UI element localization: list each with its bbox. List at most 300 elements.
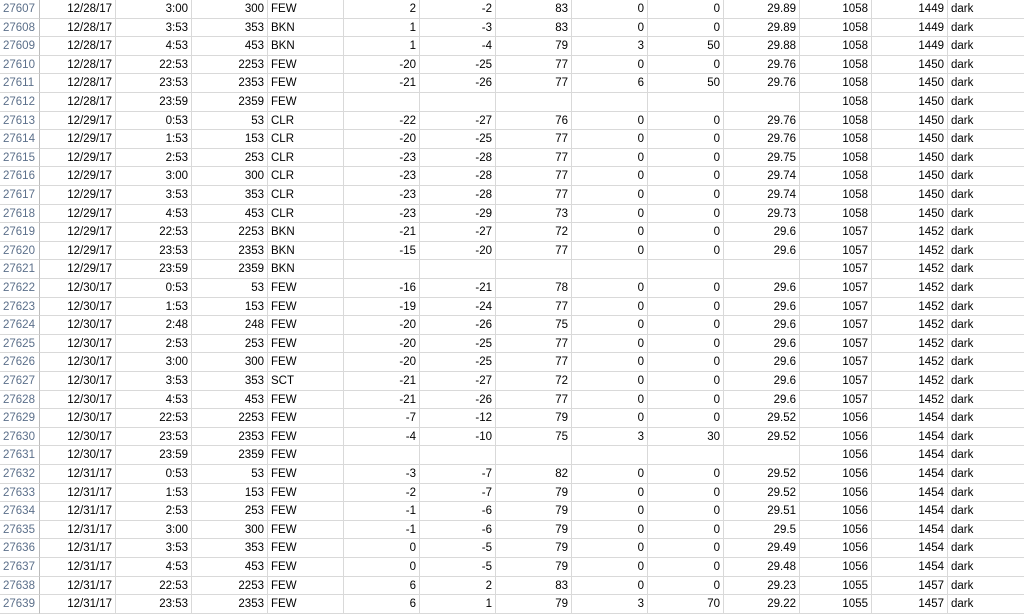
cell-wind-a[interactable]: 0 [572,502,648,521]
cell-pressure[interactable]: 29.6 [724,391,800,410]
cell-sky-condition[interactable]: FEW [268,428,344,447]
row-header[interactable]: 27636 [0,539,40,558]
cell-pressure[interactable]: 29.48 [724,558,800,577]
cell-wind-a[interactable]: 3 [572,37,648,56]
cell-humidity[interactable] [496,260,572,279]
cell-temperature[interactable]: -4 [344,428,420,447]
cell-day-length[interactable]: 1056 [800,465,872,484]
cell-wind-b[interactable]: 0 [648,298,724,317]
cell-pressure[interactable] [724,446,800,465]
cell-date[interactable]: 12/28/17 [40,19,116,38]
cell-dewpoint[interactable]: -25 [420,130,496,149]
cell-time-code[interactable]: 153 [192,298,268,317]
cell-day-length[interactable]: 1055 [800,595,872,614]
cell-sky-condition[interactable]: FEW [268,93,344,112]
cell-pressure[interactable]: 29.76 [724,112,800,131]
cell-wind-a[interactable] [572,260,648,279]
cell-sky-condition[interactable]: BKN [268,37,344,56]
row-header[interactable]: 27611 [0,74,40,93]
cell-humidity[interactable]: 78 [496,279,572,298]
cell-humidity[interactable] [496,93,572,112]
cell-sky-condition[interactable]: FEW [268,56,344,75]
cell-day-length[interactable]: 1058 [800,93,872,112]
cell-sky-condition[interactable]: FEW [268,0,344,19]
cell-time-code[interactable]: 153 [192,484,268,503]
cell-time[interactable]: 3:00 [116,0,192,19]
cell-wind-a[interactable]: 0 [572,19,648,38]
cell-humidity[interactable]: 77 [496,391,572,410]
row-header[interactable]: 27639 [0,595,40,614]
cell-time[interactable]: 23:59 [116,260,192,279]
cell-time[interactable]: 3:00 [116,167,192,186]
cell-time[interactable]: 22:53 [116,223,192,242]
cell-wind-b[interactable]: 0 [648,19,724,38]
cell-day-length[interactable]: 1058 [800,19,872,38]
cell-day-length[interactable]: 1058 [800,74,872,93]
cell-humidity[interactable]: 77 [496,56,572,75]
cell-time[interactable]: 23:59 [116,446,192,465]
cell-humidity[interactable]: 82 [496,465,572,484]
cell-time-code[interactable]: 300 [192,353,268,372]
cell-date[interactable]: 12/30/17 [40,298,116,317]
cell-temperature[interactable]: -1 [344,502,420,521]
cell-date[interactable]: 12/30/17 [40,279,116,298]
cell-dewpoint[interactable]: -26 [420,74,496,93]
cell-day-length[interactable]: 1056 [800,502,872,521]
cell-day-length[interactable]: 1056 [800,409,872,428]
cell-sun-time[interactable]: 1450 [872,93,948,112]
cell-humidity[interactable]: 79 [496,484,572,503]
cell-time[interactable]: 23:59 [116,93,192,112]
cell-wind-b[interactable]: 0 [648,167,724,186]
cell-pressure[interactable]: 29.22 [724,595,800,614]
cell-humidity[interactable]: 79 [496,37,572,56]
cell-pressure[interactable]: 29.52 [724,484,800,503]
cell-light[interactable]: dark [948,353,1024,372]
cell-temperature[interactable]: -21 [344,391,420,410]
cell-sky-condition[interactable]: FEW [268,502,344,521]
cell-day-length[interactable]: 1056 [800,521,872,540]
cell-sky-condition[interactable]: FEW [268,595,344,614]
cell-date[interactable]: 12/29/17 [40,223,116,242]
cell-temperature[interactable] [344,93,420,112]
cell-pressure[interactable]: 29.89 [724,19,800,38]
cell-dewpoint[interactable]: -6 [420,521,496,540]
cell-humidity[interactable]: 77 [496,298,572,317]
cell-light[interactable]: dark [948,502,1024,521]
cell-dewpoint[interactable]: -25 [420,56,496,75]
cell-wind-b[interactable]: 0 [648,112,724,131]
cell-time-code[interactable]: 2253 [192,223,268,242]
cell-date[interactable]: 12/29/17 [40,149,116,168]
cell-sun-time[interactable]: 1450 [872,74,948,93]
cell-pressure[interactable]: 29.52 [724,409,800,428]
cell-sun-time[interactable]: 1454 [872,521,948,540]
cell-wind-b[interactable]: 0 [648,577,724,596]
cell-sky-condition[interactable]: FEW [268,353,344,372]
cell-humidity[interactable]: 79 [496,409,572,428]
cell-time[interactable]: 0:53 [116,112,192,131]
cell-sky-condition[interactable]: CLR [268,205,344,224]
cell-day-length[interactable]: 1056 [800,484,872,503]
cell-day-length[interactable]: 1057 [800,353,872,372]
cell-humidity[interactable]: 77 [496,149,572,168]
cell-sun-time[interactable]: 1454 [872,465,948,484]
cell-time-code[interactable]: 153 [192,130,268,149]
cell-light[interactable]: dark [948,409,1024,428]
cell-humidity[interactable]: 83 [496,0,572,19]
cell-humidity[interactable]: 77 [496,167,572,186]
cell-sky-condition[interactable]: FEW [268,465,344,484]
cell-time[interactable]: 2:48 [116,316,192,335]
cell-sun-time[interactable]: 1452 [872,372,948,391]
cell-sun-time[interactable]: 1449 [872,19,948,38]
cell-wind-a[interactable] [572,446,648,465]
cell-wind-b[interactable]: 30 [648,428,724,447]
cell-time-code[interactable]: 2253 [192,56,268,75]
cell-dewpoint[interactable]: -28 [420,186,496,205]
cell-sun-time[interactable]: 1454 [872,484,948,503]
cell-pressure[interactable] [724,260,800,279]
cell-time[interactable]: 23:53 [116,242,192,261]
cell-date[interactable]: 12/29/17 [40,186,116,205]
row-header[interactable]: 27609 [0,37,40,56]
cell-dewpoint[interactable]: -27 [420,372,496,391]
cell-wind-b[interactable]: 0 [648,521,724,540]
cell-date[interactable]: 12/30/17 [40,335,116,354]
cell-dewpoint[interactable] [420,260,496,279]
cell-date[interactable]: 12/29/17 [40,260,116,279]
row-header[interactable]: 27630 [0,428,40,447]
cell-sun-time[interactable]: 1457 [872,595,948,614]
cell-wind-a[interactable]: 0 [572,0,648,19]
cell-wind-a[interactable]: 0 [572,391,648,410]
cell-time-code[interactable]: 2353 [192,595,268,614]
cell-pressure[interactable]: 29.51 [724,502,800,521]
cell-sky-condition[interactable]: FEW [268,521,344,540]
cell-humidity[interactable]: 83 [496,577,572,596]
row-header[interactable]: 27628 [0,391,40,410]
cell-light[interactable]: dark [948,149,1024,168]
cell-pressure[interactable]: 29.6 [724,372,800,391]
row-header[interactable]: 27612 [0,93,40,112]
cell-dewpoint[interactable]: -10 [420,428,496,447]
cell-wind-a[interactable]: 0 [572,112,648,131]
cell-time[interactable]: 3:53 [116,19,192,38]
cell-time[interactable]: 23:53 [116,595,192,614]
cell-sky-condition[interactable]: BKN [268,223,344,242]
cell-wind-b[interactable]: 0 [648,335,724,354]
cell-wind-b[interactable]: 0 [648,484,724,503]
cell-time-code[interactable]: 2253 [192,577,268,596]
cell-temperature[interactable]: 0 [344,558,420,577]
cell-time[interactable]: 23:53 [116,74,192,93]
cell-sun-time[interactable]: 1452 [872,335,948,354]
cell-humidity[interactable]: 72 [496,372,572,391]
cell-time[interactable]: 3:53 [116,539,192,558]
cell-sky-condition[interactable]: FEW [268,577,344,596]
cell-pressure[interactable]: 29.52 [724,428,800,447]
cell-light[interactable]: dark [948,465,1024,484]
cell-time-code[interactable]: 2359 [192,446,268,465]
cell-date[interactable]: 12/29/17 [40,112,116,131]
cell-temperature[interactable]: -1 [344,521,420,540]
cell-humidity[interactable]: 79 [496,502,572,521]
cell-sky-condition[interactable]: CLR [268,186,344,205]
cell-temperature[interactable]: 1 [344,19,420,38]
cell-sun-time[interactable]: 1457 [872,577,948,596]
row-header[interactable]: 27614 [0,130,40,149]
cell-sun-time[interactable]: 1450 [872,56,948,75]
cell-temperature[interactable]: -2 [344,484,420,503]
cell-wind-a[interactable]: 0 [572,242,648,261]
cell-light[interactable]: dark [948,391,1024,410]
row-header[interactable]: 27624 [0,316,40,335]
cell-temperature[interactable]: -20 [344,316,420,335]
cell-dewpoint[interactable]: -4 [420,37,496,56]
cell-sun-time[interactable]: 1452 [872,242,948,261]
cell-sun-time[interactable]: 1454 [872,446,948,465]
cell-sky-condition[interactable]: FEW [268,279,344,298]
cell-pressure[interactable]: 29.6 [724,298,800,317]
cell-pressure[interactable]: 29.5 [724,521,800,540]
cell-time-code[interactable]: 53 [192,112,268,131]
cell-day-length[interactable]: 1057 [800,372,872,391]
cell-time-code[interactable]: 253 [192,149,268,168]
cell-time[interactable]: 22:53 [116,409,192,428]
cell-time-code[interactable]: 300 [192,521,268,540]
cell-temperature[interactable]: -16 [344,279,420,298]
cell-wind-b[interactable] [648,446,724,465]
row-header[interactable]: 27626 [0,353,40,372]
cell-humidity[interactable]: 79 [496,521,572,540]
cell-temperature[interactable]: -20 [344,353,420,372]
cell-time[interactable]: 22:53 [116,577,192,596]
cell-dewpoint[interactable]: -3 [420,19,496,38]
cell-day-length[interactable]: 1056 [800,539,872,558]
cell-sun-time[interactable]: 1449 [872,37,948,56]
cell-dewpoint[interactable]: -5 [420,539,496,558]
cell-dewpoint[interactable]: -5 [420,558,496,577]
cell-dewpoint[interactable]: -20 [420,242,496,261]
cell-wind-a[interactable]: 0 [572,298,648,317]
cell-day-length[interactable]: 1057 [800,316,872,335]
cell-time-code[interactable]: 300 [192,0,268,19]
cell-temperature[interactable]: -20 [344,335,420,354]
cell-sun-time[interactable]: 1452 [872,279,948,298]
cell-time[interactable]: 3:53 [116,372,192,391]
row-header[interactable]: 27633 [0,484,40,503]
cell-temperature[interactable]: 2 [344,0,420,19]
cell-light[interactable]: dark [948,93,1024,112]
cell-humidity[interactable]: 77 [496,242,572,261]
cell-date[interactable]: 12/30/17 [40,428,116,447]
cell-light[interactable]: dark [948,335,1024,354]
cell-date[interactable]: 12/30/17 [40,316,116,335]
cell-humidity[interactable]: 77 [496,130,572,149]
cell-temperature[interactable]: -3 [344,465,420,484]
cell-date[interactable]: 12/28/17 [40,0,116,19]
cell-sky-condition[interactable]: FEW [268,298,344,317]
cell-time-code[interactable]: 300 [192,167,268,186]
cell-time-code[interactable]: 453 [192,37,268,56]
cell-dewpoint[interactable]: -27 [420,112,496,131]
row-header[interactable]: 27613 [0,112,40,131]
cell-humidity[interactable]: 75 [496,316,572,335]
cell-temperature[interactable]: -22 [344,112,420,131]
cell-time[interactable]: 4:53 [116,391,192,410]
cell-temperature[interactable]: -21 [344,74,420,93]
cell-pressure[interactable]: 29.76 [724,74,800,93]
cell-time[interactable]: 1:53 [116,484,192,503]
cell-temperature[interactable] [344,446,420,465]
cell-date[interactable]: 12/31/17 [40,502,116,521]
cell-dewpoint[interactable]: -26 [420,316,496,335]
cell-sun-time[interactable]: 1452 [872,391,948,410]
cell-time-code[interactable]: 353 [192,372,268,391]
cell-light[interactable]: dark [948,74,1024,93]
row-header[interactable]: 27608 [0,19,40,38]
cell-humidity[interactable]: 75 [496,428,572,447]
cell-time-code[interactable]: 2353 [192,242,268,261]
cell-time[interactable]: 4:53 [116,205,192,224]
cell-wind-a[interactable]: 0 [572,484,648,503]
cell-date[interactable]: 12/29/17 [40,167,116,186]
cell-time[interactable]: 3:53 [116,186,192,205]
cell-light[interactable]: dark [948,19,1024,38]
row-header[interactable]: 27632 [0,465,40,484]
cell-date[interactable]: 12/31/17 [40,539,116,558]
cell-time[interactable]: 3:00 [116,521,192,540]
row-header[interactable]: 27629 [0,409,40,428]
cell-temperature[interactable]: 1 [344,37,420,56]
cell-dewpoint[interactable]: -21 [420,279,496,298]
cell-time-code[interactable]: 2353 [192,74,268,93]
cell-wind-b[interactable]: 0 [648,539,724,558]
cell-light[interactable]: dark [948,521,1024,540]
cell-date[interactable]: 12/28/17 [40,93,116,112]
cell-time-code[interactable]: 53 [192,279,268,298]
cell-temperature[interactable]: -23 [344,205,420,224]
cell-sun-time[interactable]: 1450 [872,186,948,205]
row-header[interactable]: 27619 [0,223,40,242]
cell-temperature[interactable]: 0 [344,539,420,558]
row-header[interactable]: 27620 [0,242,40,261]
cell-date[interactable]: 12/30/17 [40,372,116,391]
cell-temperature[interactable]: -7 [344,409,420,428]
cell-time[interactable]: 23:53 [116,428,192,447]
cell-pressure[interactable]: 29.88 [724,37,800,56]
cell-light[interactable]: dark [948,242,1024,261]
cell-wind-a[interactable]: 0 [572,167,648,186]
cell-dewpoint[interactable]: -28 [420,167,496,186]
cell-pressure[interactable]: 29.23 [724,577,800,596]
cell-wind-a[interactable]: 0 [572,577,648,596]
cell-sun-time[interactable]: 1452 [872,316,948,335]
cell-light[interactable]: dark [948,186,1024,205]
row-header[interactable]: 27623 [0,298,40,317]
cell-time-code[interactable]: 453 [192,391,268,410]
row-header[interactable]: 27627 [0,372,40,391]
cell-dewpoint[interactable]: -25 [420,353,496,372]
cell-wind-b[interactable]: 0 [648,391,724,410]
cell-day-length[interactable]: 1057 [800,223,872,242]
cell-pressure[interactable]: 29.76 [724,56,800,75]
cell-pressure[interactable]: 29.73 [724,205,800,224]
cell-dewpoint[interactable]: 2 [420,577,496,596]
cell-day-length[interactable]: 1057 [800,391,872,410]
cell-wind-a[interactable]: 3 [572,595,648,614]
cell-dewpoint[interactable]: -27 [420,223,496,242]
cell-time[interactable]: 2:53 [116,149,192,168]
cell-time-code[interactable]: 353 [192,186,268,205]
cell-humidity[interactable]: 72 [496,223,572,242]
cell-time[interactable]: 2:53 [116,502,192,521]
cell-wind-b[interactable]: 70 [648,595,724,614]
cell-day-length[interactable]: 1057 [800,242,872,261]
cell-light[interactable]: dark [948,298,1024,317]
cell-light[interactable]: dark [948,167,1024,186]
cell-wind-a[interactable] [572,93,648,112]
cell-pressure[interactable]: 29.6 [724,353,800,372]
cell-day-length[interactable]: 1057 [800,260,872,279]
cell-sky-condition[interactable]: BKN [268,242,344,261]
cell-sky-condition[interactable]: FEW [268,74,344,93]
cell-day-length[interactable]: 1057 [800,279,872,298]
cell-wind-a[interactable]: 0 [572,56,648,75]
cell-light[interactable]: dark [948,37,1024,56]
cell-wind-b[interactable]: 0 [648,316,724,335]
cell-humidity[interactable]: 77 [496,353,572,372]
cell-dewpoint[interactable]: -28 [420,149,496,168]
cell-light[interactable]: dark [948,558,1024,577]
cell-pressure[interactable]: 29.52 [724,465,800,484]
cell-wind-b[interactable]: 0 [648,242,724,261]
cell-temperature[interactable]: 6 [344,577,420,596]
cell-wind-a[interactable]: 0 [572,223,648,242]
cell-sun-time[interactable]: 1454 [872,558,948,577]
cell-humidity[interactable]: 73 [496,205,572,224]
cell-sky-condition[interactable]: CLR [268,167,344,186]
cell-pressure[interactable]: 29.49 [724,539,800,558]
cell-dewpoint[interactable]: -6 [420,502,496,521]
cell-wind-a[interactable]: 0 [572,279,648,298]
cell-sky-condition[interactable]: FEW [268,335,344,354]
cell-humidity[interactable]: 79 [496,539,572,558]
cell-pressure[interactable]: 29.6 [724,316,800,335]
cell-sun-time[interactable]: 1454 [872,539,948,558]
cell-sun-time[interactable]: 1449 [872,0,948,19]
cell-day-length[interactable]: 1058 [800,205,872,224]
cell-wind-a[interactable]: 0 [572,409,648,428]
cell-time[interactable]: 4:53 [116,558,192,577]
cell-sun-time[interactable]: 1450 [872,130,948,149]
cell-wind-a[interactable]: 0 [572,130,648,149]
cell-pressure[interactable]: 29.6 [724,279,800,298]
cell-sky-condition[interactable]: FEW [268,484,344,503]
cell-wind-b[interactable]: 50 [648,37,724,56]
cell-temperature[interactable]: -23 [344,167,420,186]
cell-time[interactable]: 4:53 [116,37,192,56]
cell-dewpoint[interactable]: -2 [420,0,496,19]
cell-pressure[interactable]: 29.6 [724,335,800,354]
cell-date[interactable]: 12/31/17 [40,465,116,484]
cell-time[interactable]: 0:53 [116,279,192,298]
cell-wind-b[interactable]: 0 [648,502,724,521]
cell-pressure[interactable]: 29.74 [724,186,800,205]
cell-light[interactable]: dark [948,0,1024,19]
cell-day-length[interactable]: 1058 [800,0,872,19]
